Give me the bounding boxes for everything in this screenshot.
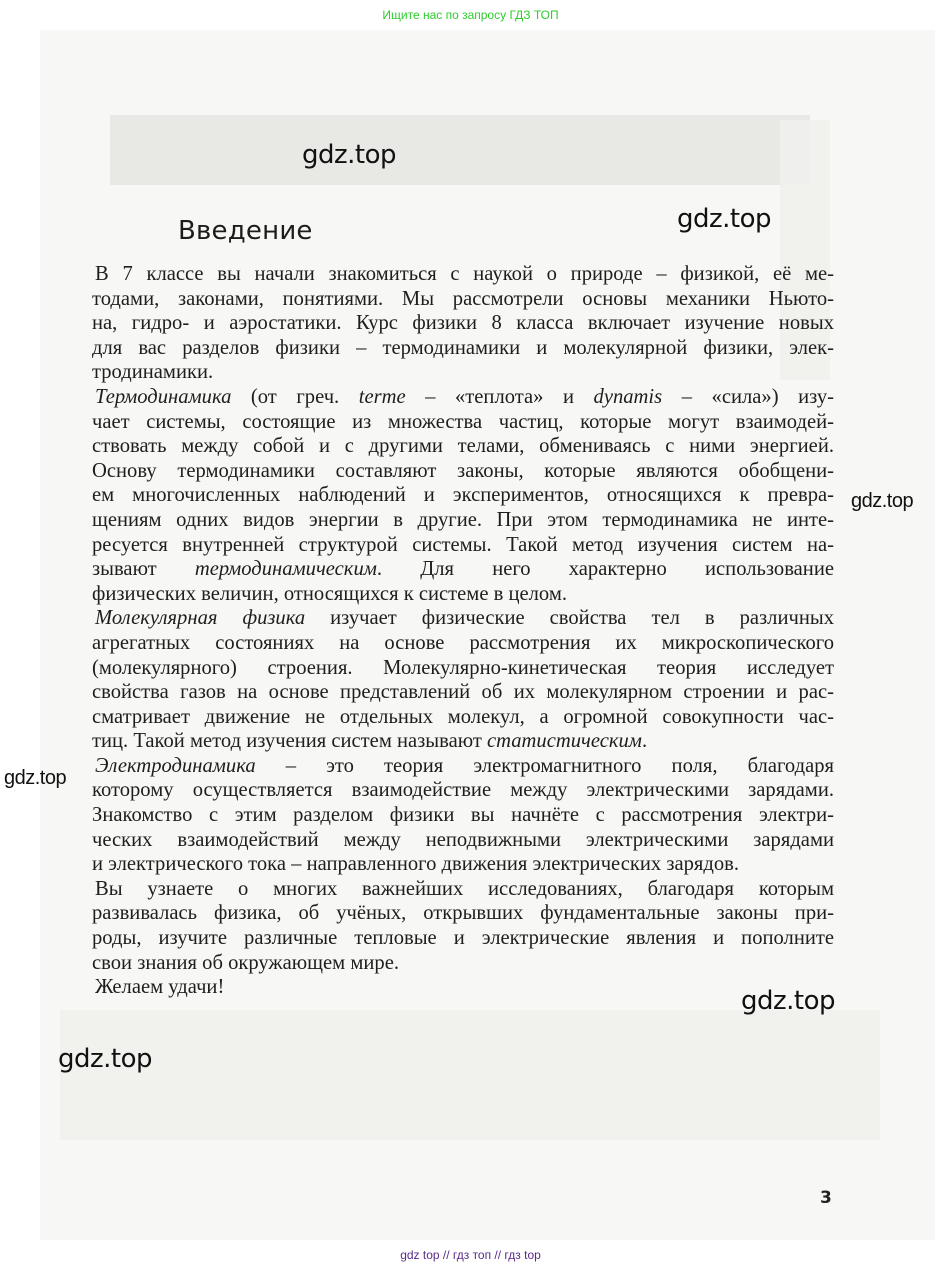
text-segment: физических величин, относящихся к системе в целом.	[92, 582, 568, 605]
watermark: gdz.top	[851, 490, 914, 512]
text-segment: – «сила») изу-	[662, 385, 834, 408]
text-line	[92, 828, 834, 853]
text-segment: ческих взаимодействий между неподвижными электрическими зарядами	[92, 828, 834, 851]
text-line	[92, 287, 834, 312]
text-line	[92, 508, 834, 533]
text-segment: свои знания об окружающем мире.	[92, 951, 399, 974]
text-segment: и электрического тока – направленного движения электрических зарядов.	[92, 853, 740, 876]
text-segment: свойства газов на основе представлений об их молекулярном строении и рас-	[92, 681, 834, 704]
watermark: gdz.top	[677, 204, 772, 234]
text-line	[92, 926, 834, 951]
text-segment: .	[641, 730, 648, 753]
text-line	[92, 901, 834, 926]
text-segment: тиц. Такой метод изучения систем называют	[92, 730, 487, 753]
text-line	[92, 533, 834, 558]
text-segment: чает системы, состоящие из множества частиц, которые могут взаимодей-	[92, 410, 834, 433]
text-segment: тродинамики.	[92, 361, 214, 384]
text-segment: тодами, законами, понятиями. Мы рассмотрели основы механики Ньюто-	[92, 287, 834, 310]
watermark: gdz.top	[302, 140, 397, 170]
text-line	[92, 656, 834, 681]
italic-term: dynamis	[593, 385, 663, 408]
text-segment: зывают	[92, 558, 195, 581]
text-segment: изучает физические свойства тел в различных	[305, 607, 834, 630]
watermark: gdz.top	[4, 767, 67, 789]
text-line	[92, 729, 834, 754]
italic-term: термодинамическим	[194, 558, 377, 581]
page-number: 3	[820, 1188, 832, 1208]
footer-links-bar	[0, 1240, 941, 1273]
text-line	[92, 754, 834, 779]
watermark: gdz.top	[58, 1044, 153, 1074]
text-segment: В 7 классе вы начали знакомиться с наукой о природе – физикой, её ме-	[95, 263, 834, 285]
text-segment: для вас разделов физики – термодинамики и молекулярной физики, элек-	[92, 336, 834, 359]
text-line	[92, 557, 834, 582]
text-line	[92, 311, 834, 336]
italic-term: terme	[358, 385, 406, 408]
text-line	[92, 951, 834, 976]
text-segment: Желаем удачи!	[95, 976, 225, 999]
italic-term: Электродинамика	[95, 754, 256, 777]
text-segment: Основу термодинамики составляют законы, которые являются обобщени-	[92, 459, 834, 482]
text-segment: сматривает движение не отдельных молекул, а огромной совокупности час-	[92, 705, 834, 728]
text-segment: ствовать между собой и с другими телами, обмениваясь с ними энергией.	[92, 435, 834, 458]
text-segment: щениям одних видов энергии в другие. При этом термодинамика не инте-	[92, 508, 834, 531]
text-segment: ем многочисленных наблюдений и экспериментов, относящихся к превра-	[92, 484, 834, 507]
bleed-through-shade	[110, 115, 810, 185]
text-line	[92, 434, 834, 459]
italic-term: Молекулярная физика	[95, 607, 306, 630]
italic-term: Термодинамика	[95, 385, 232, 408]
text-line	[92, 606, 834, 631]
text-line	[92, 631, 834, 656]
page-title: Введение	[178, 216, 313, 246]
text-line	[92, 262, 834, 287]
text-segment: роды, изучите различные тепловые и электрические явления и пополните	[92, 927, 834, 950]
text-line	[92, 680, 834, 705]
text-line	[92, 582, 834, 607]
text-line	[92, 483, 834, 508]
italic-term: статистическим	[487, 730, 642, 753]
text-line	[92, 852, 834, 877]
text-segment: Вы узнаете о многих важнейших исследованиях, благодаря которым	[95, 877, 834, 900]
search-hint-banner	[0, 0, 941, 30]
text-segment: Знакомство с этим разделом физики вы начнёте с рассмотрения электри-	[92, 804, 834, 827]
text-line	[92, 975, 834, 1000]
text-segment: которому осуществляется взаимодействие между электрическими зарядами.	[92, 779, 834, 802]
text-segment: (молекулярного) строения. Молекулярно-кинетическая теория исследует	[92, 656, 834, 679]
text-segment: на, гидро- и аэростатики. Курс физики 8 класса включает изучение новых	[92, 312, 834, 335]
text-line	[92, 360, 834, 385]
search-hint-text: Ищите нас по запросу ГДЗ ТОП	[382, 8, 559, 22]
text-line	[92, 459, 834, 484]
text-line	[92, 336, 834, 361]
text-segment: . Для него характерно использование	[376, 558, 834, 581]
text-segment: (от греч.	[231, 385, 359, 408]
text-line	[92, 385, 834, 410]
footer-links-text: gdz top // гдз топ // гдз top	[400, 1248, 541, 1262]
text-line	[92, 877, 834, 902]
text-line	[92, 410, 834, 435]
text-segment: ресуется внутренней структурой системы. Такой метод изучения систем на-	[92, 533, 834, 556]
text-segment: развивалась физика, об учёных, открывших фундаментальные законы при-	[92, 902, 834, 925]
intro-body-text	[92, 262, 834, 1000]
text-segment: – «теплота» и	[405, 385, 594, 408]
text-line	[92, 803, 834, 828]
watermark: gdz.top	[741, 986, 836, 1016]
text-line	[92, 778, 834, 803]
text-segment: агрегатных состояниях на основе рассмотрения их микроскопического	[92, 631, 834, 654]
text-segment: – это теория электромагнитного поля, благодаря	[255, 754, 834, 777]
text-line	[92, 705, 834, 730]
bleed-through-shade	[60, 1010, 880, 1140]
